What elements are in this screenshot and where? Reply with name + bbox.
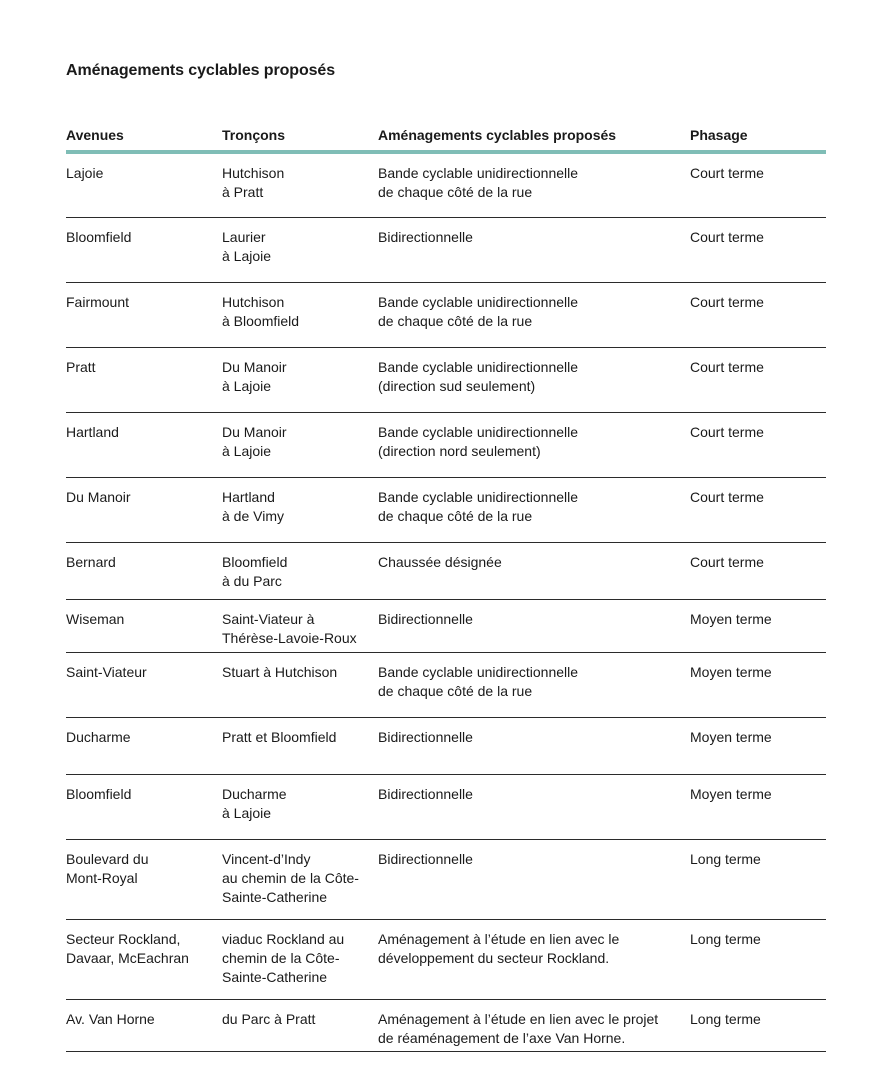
cell-avenue: Boulevard du Mont-Royal bbox=[66, 839, 222, 919]
header-phasage: Phasage bbox=[690, 117, 826, 152]
cell-amenagement: Bande cyclable unidirectionnelle de chaque côté de la rue bbox=[378, 652, 690, 717]
header-troncons: Tronçons bbox=[222, 117, 378, 152]
table-row bbox=[66, 774, 826, 839]
cell-amenagement: Bidirectionnelle bbox=[378, 717, 690, 774]
cell-amenagement: Bande cyclable unidirectionnelle de chaque côté de la rue bbox=[378, 282, 690, 347]
cell-troncon: Bloomfield à du Parc bbox=[222, 542, 378, 599]
cell-phasage: Court terme bbox=[690, 542, 826, 599]
table-row bbox=[66, 919, 826, 999]
cell-troncon: Ducharme à Lajoie bbox=[222, 774, 378, 839]
table-row bbox=[66, 477, 826, 542]
cell-amenagement: Bande cyclable unidirectionnelle (direction nord seulement) bbox=[378, 412, 690, 477]
cell-phasage: Court terme bbox=[690, 477, 826, 542]
cell-troncon: viaduc Rockland au chemin de la Côte- Sainte-Catherine bbox=[222, 919, 378, 999]
header-avenues: Avenues bbox=[66, 117, 222, 152]
cell-phasage: Moyen terme bbox=[690, 774, 826, 839]
cell-amenagement: Aménagement à l’étude en lien avec le développement du secteur Rockland. bbox=[378, 919, 690, 999]
cell-avenue: Hartland bbox=[66, 412, 222, 477]
cell-phasage: Moyen terme bbox=[690, 652, 826, 717]
table-row bbox=[66, 717, 826, 774]
cell-avenue: Bernard bbox=[66, 542, 222, 599]
cell-avenue: Lajoie bbox=[66, 152, 222, 217]
cell-amenagement: Bande cyclable unidirectionnelle de chaque côté de la rue bbox=[378, 477, 690, 542]
cell-troncon: Saint-Viateur à Thérèse-Lavoie-Roux bbox=[222, 599, 378, 652]
cell-phasage: Court terme bbox=[690, 152, 826, 217]
cell-phasage: Long terme bbox=[690, 999, 826, 1051]
cell-phasage: Court terme bbox=[690, 282, 826, 347]
table-row bbox=[66, 999, 826, 1051]
cell-avenue: Av. Van Horne bbox=[66, 999, 222, 1051]
header-amenagements: Aménagements cyclables proposés bbox=[378, 117, 690, 152]
cell-avenue: Bloomfield bbox=[66, 217, 222, 282]
page-title: Aménagements cyclables proposés bbox=[66, 62, 336, 79]
cell-phasage: Court terme bbox=[690, 412, 826, 477]
table-header-row bbox=[66, 117, 826, 152]
cell-amenagement: Aménagement à l’étude en lien avec le projet de réaménagement de l’axe Van Horne. bbox=[378, 999, 690, 1051]
cell-troncon: Hutchison à Bloomfield bbox=[222, 282, 378, 347]
cell-amenagement: Bande cyclable unidirectionnelle de chaque côté de la rue bbox=[378, 152, 690, 217]
cell-avenue: Ducharme bbox=[66, 717, 222, 774]
cell-troncon: Du Manoir à Lajoie bbox=[222, 347, 378, 412]
cell-amenagement: Bidirectionnelle bbox=[378, 599, 690, 652]
table-row bbox=[66, 217, 826, 282]
table-row bbox=[66, 542, 826, 599]
cell-phasage: Court terme bbox=[690, 347, 826, 412]
table-row bbox=[66, 652, 826, 717]
cell-troncon: Hutchison à Pratt bbox=[222, 152, 378, 217]
cell-phasage: Long terme bbox=[690, 919, 826, 999]
cell-avenue: Saint-Viateur bbox=[66, 652, 222, 717]
cell-troncon: Du Manoir à Lajoie bbox=[222, 412, 378, 477]
table-row bbox=[66, 282, 826, 347]
cell-troncon: Hartland à de Vimy bbox=[222, 477, 378, 542]
table-row bbox=[66, 347, 826, 412]
cell-amenagement: Bidirectionnelle bbox=[378, 839, 690, 919]
cell-phasage: Moyen terme bbox=[690, 599, 826, 652]
table-row bbox=[66, 599, 826, 652]
cell-phasage: Court terme bbox=[690, 217, 826, 282]
cell-avenue: Pratt bbox=[66, 347, 222, 412]
cell-amenagement: Chaussée désignée bbox=[378, 542, 690, 599]
cell-amenagement: Bidirectionnelle bbox=[378, 217, 690, 282]
cell-troncon: Stuart à Hutchison bbox=[222, 652, 378, 717]
cell-amenagement: Bande cyclable unidirectionnelle (direction sud seulement) bbox=[378, 347, 690, 412]
table-row bbox=[66, 152, 826, 217]
table-row bbox=[66, 412, 826, 477]
cell-phasage: Long terme bbox=[690, 839, 826, 919]
cell-troncon: Pratt et Bloomfield bbox=[222, 717, 378, 774]
bike-lanes-table bbox=[66, 117, 826, 1052]
cell-troncon: du Parc à Pratt bbox=[222, 999, 378, 1051]
cell-avenue: Secteur Rockland, Davaar, McEachran bbox=[66, 919, 222, 999]
cell-troncon: Vincent-d’Indy au chemin de la Côte- Sainte-Catherine bbox=[222, 839, 378, 919]
cell-avenue: Wiseman bbox=[66, 599, 222, 652]
cell-avenue: Du Manoir bbox=[66, 477, 222, 542]
cell-amenagement: Bidirectionnelle bbox=[378, 774, 690, 839]
cell-avenue: Fairmount bbox=[66, 282, 222, 347]
table-row bbox=[66, 839, 826, 919]
cell-troncon: Laurier à Lajoie bbox=[222, 217, 378, 282]
cell-phasage: Moyen terme bbox=[690, 717, 826, 774]
cell-avenue: Bloomfield bbox=[66, 774, 222, 839]
